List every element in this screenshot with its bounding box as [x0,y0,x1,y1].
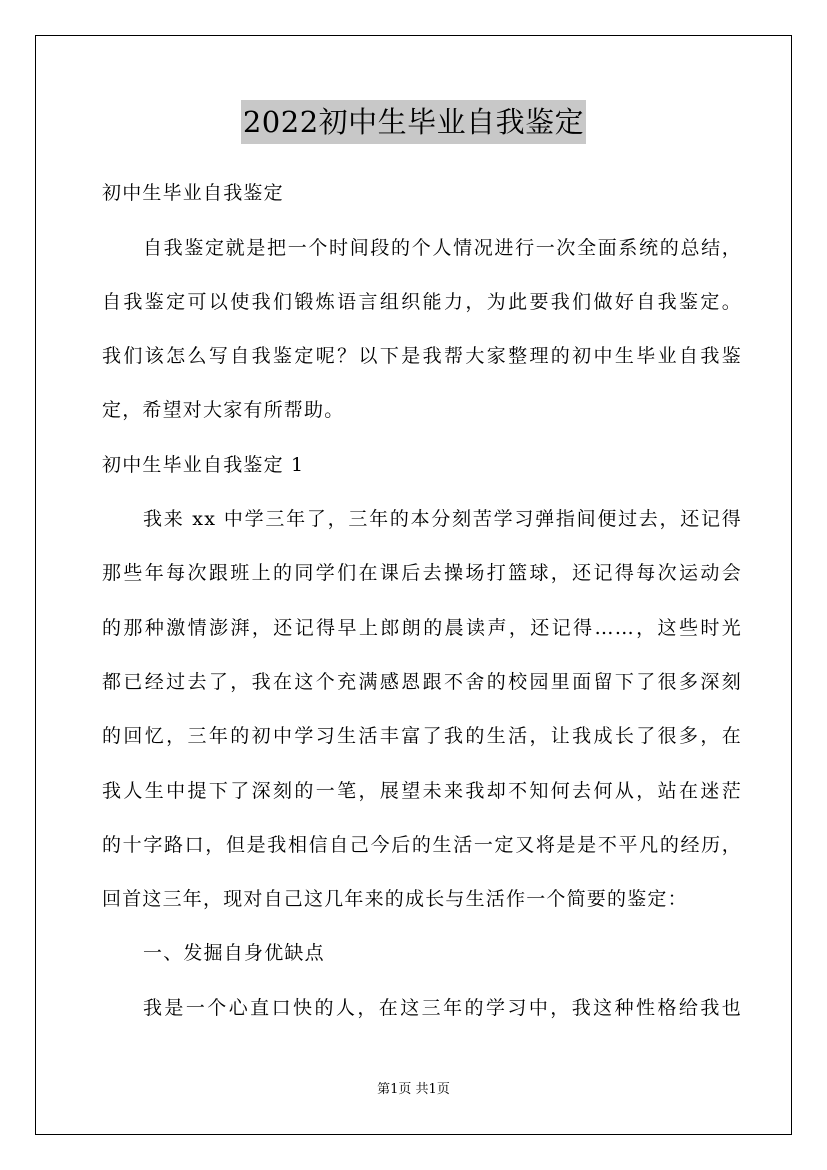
page-footer: 第1页 共1页 [377,1082,450,1097]
title-container [0,100,827,144]
paragraph-line: 的那种激情澎湃，还记得早上郎朗的晨读声，还记得……，这些时光 [102,617,742,639]
paragraph-line: 那些年每次跟班上的同学们在课后去操场打篮球，还记得每次运动会 [102,562,742,584]
section-heading: 初中生毕业自我鉴定 1 [102,454,305,476]
paragraph-line: 我来 xx 中学三年了，三年的本分刻苦学习弹指间便过去，还记得 [143,508,742,530]
paragraph-line: 的十字路口，但是我相信自己今后的生活一定又将是是不平凡的经历， [102,834,742,856]
paragraph-line: 的回忆，三年的初中学习生活丰富了我的生活，让我成长了很多，在 [102,725,742,747]
paragraph-line: 我是一个心直口快的人，在这三年的学习中，我这种性格给我也 [143,997,742,1019]
paragraph-line: 自我鉴定可以使我们锻炼语言组织能力，为此要我们做好自我鉴定。 [102,291,742,313]
paragraph-line: 我们该怎么写自我鉴定呢？以下是我帮大家整理的初中生毕业自我鉴 [102,345,742,367]
paragraph-line: 我人生中提下了深刻的一笔，展望未来我却不知何去何从，站在迷茫 [102,780,742,802]
subsection-heading: 一、发掘自身优缺点 [143,942,325,964]
paragraph-line: 定，希望对大家有所帮助。 [102,399,345,421]
paragraph-line: 回首这三年，现对自己这几年来的成长与生活作一个简要的鉴定： [102,888,688,910]
paragraph-line: 都已经过去了，我在这个充满感恩跟不舍的校园里面留下了很多深刻 [102,671,742,693]
paragraph-line: 自我鉴定就是把一个时间段的个人情况进行一次全面系统的总结， [143,237,742,259]
document-title: 2022初中生毕业自我鉴定 [241,100,586,144]
section-heading: 初中生毕业自我鉴定 [102,182,284,204]
